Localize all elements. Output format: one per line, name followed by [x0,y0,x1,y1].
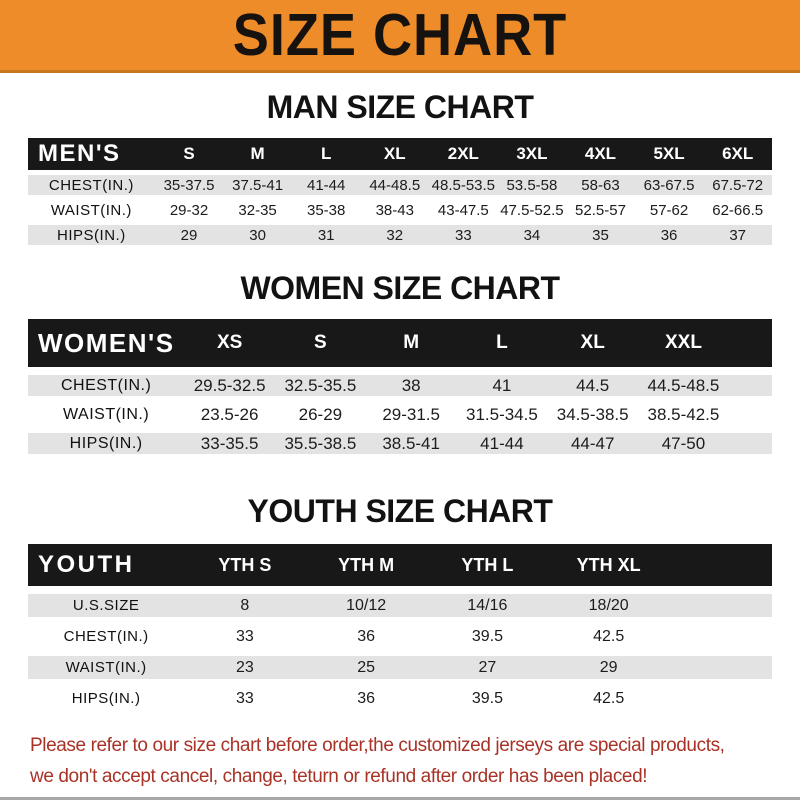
empty-cell [729,425,772,454]
row-label: HIPS(IN.) [28,220,155,245]
youth-ussize-cell: 8 [184,586,305,617]
youth-section-title: YOUTH SIZE CHART [247,493,553,529]
youth-corner-label: YOUTH [28,544,184,586]
youth-ussize-row [28,586,772,617]
youth-chest-row [28,617,772,648]
women-waist-row [28,396,772,425]
men-corner-label: MEN'S [28,138,155,170]
man-section-title: MAN SIZE CHART [266,89,534,125]
row-label: CHEST(IN.) [28,617,184,648]
men-chest-cell: 63-67.5 [635,170,704,195]
row-label: U.S.SIZE [28,586,184,617]
men-waist-cell: 38-43 [360,195,429,220]
row-label: CHEST(IN.) [28,170,155,195]
women-hips-cell: 33-35.5 [184,425,275,454]
youth-size-table [28,544,772,710]
footer-disclaimer-line1: Please refer to our size chart before order,the customized jerseys are special products, [30,735,725,756]
youth-hips-cell: 42.5 [548,679,669,710]
youth-waist-cell: 23 [184,648,305,679]
row-label: WAIST(IN.) [28,195,155,220]
men-chest-cell: 67.5-72 [703,170,772,195]
men-size-table [28,138,772,245]
men-chest-cell: 53.5-58 [498,170,567,195]
men-waist-cell: 32-35 [223,195,292,220]
empty-cell [729,367,772,396]
youth-ussize-cell: 14/16 [427,586,548,617]
men-waist-cell: 29-32 [155,195,224,220]
men-hips-cell: 34 [498,220,567,245]
men-hips-cell: 32 [360,220,429,245]
men-chest-cell: 41-44 [292,170,361,195]
women-col-header: XS [184,319,275,367]
men-waist-cell: 43-47.5 [429,195,498,220]
men-chest-cell: 48.5-53.5 [429,170,498,195]
women-col-header: M [366,319,457,367]
men-col-header: 2XL [429,138,498,170]
men-hips-row [28,220,772,245]
women-col-header: S [275,319,366,367]
footer-disclaimer-line2: we don't accept cancel, change, teturn or refund after order has been placed! [30,766,648,787]
women-chest-cell: 41 [457,367,548,396]
women-col-header: L [457,319,548,367]
men-hips-cell: 37 [703,220,772,245]
men-header-row [28,138,772,170]
men-col-header: 3XL [498,138,567,170]
women-waist-cell: 38.5-42.5 [638,396,729,425]
women-chest-cell: 44.5-48.5 [638,367,729,396]
men-hips-cell: 31 [292,220,361,245]
youth-hips-cell: 36 [306,679,427,710]
men-waist-cell: 62-66.5 [703,195,772,220]
women-section-title: WOMEN SIZE CHART [240,270,560,306]
men-hips-cell: 30 [223,220,292,245]
women-header-row [28,319,772,367]
youth-chest-cell: 33 [184,617,305,648]
youth-waist-cell: 29 [548,648,669,679]
women-waist-cell: 26-29 [275,396,366,425]
youth-col-header: YTH XL [548,544,669,586]
empty-cell [729,396,772,425]
youth-hips-cell: 33 [184,679,305,710]
men-col-header: 6XL [703,138,772,170]
empty-cell [729,319,772,367]
men-col-header: XL [360,138,429,170]
youth-chest-cell: 36 [306,617,427,648]
men-chest-cell: 37.5-41 [223,170,292,195]
size-chart-banner [0,0,800,73]
empty-cell [669,544,772,586]
women-chest-cell: 38 [366,367,457,396]
row-label: WAIST(IN.) [28,396,184,425]
women-waist-cell: 31.5-34.5 [457,396,548,425]
men-waist-cell: 57-62 [635,195,704,220]
men-col-header: 5XL [635,138,704,170]
men-chest-row [28,170,772,195]
women-col-header: XL [547,319,638,367]
men-waist-row [28,195,772,220]
women-hips-row [28,425,772,454]
women-waist-cell: 29-31.5 [366,396,457,425]
men-col-header: 4XL [566,138,635,170]
row-label: CHEST(IN.) [28,367,184,396]
women-hips-cell: 41-44 [457,425,548,454]
youth-waist-row [28,648,772,679]
women-corner-label: WOMEN'S [28,319,184,367]
men-col-header: M [223,138,292,170]
women-chest-cell: 29.5-32.5 [184,367,275,396]
row-label: WAIST(IN.) [28,648,184,679]
youth-col-header: YTH L [427,544,548,586]
men-hips-cell: 33 [429,220,498,245]
youth-waist-cell: 25 [306,648,427,679]
women-hips-cell: 44-47 [547,425,638,454]
women-chest-cell: 32.5-35.5 [275,367,366,396]
men-hips-cell: 29 [155,220,224,245]
youth-chest-cell: 42.5 [548,617,669,648]
men-waist-cell: 52.5-57 [566,195,635,220]
men-hips-cell: 35 [566,220,635,245]
men-chest-cell: 35-37.5 [155,170,224,195]
women-waist-cell: 23.5-26 [184,396,275,425]
banner-title: SIZE CHART [232,1,568,69]
youth-hips-row [28,679,772,710]
women-hips-cell: 47-50 [638,425,729,454]
empty-cell [669,648,772,679]
youth-ussize-cell: 18/20 [548,586,669,617]
women-hips-cell: 35.5-38.5 [275,425,366,454]
men-col-header: L [292,138,361,170]
row-label: HIPS(IN.) [28,679,184,710]
women-size-table [28,319,772,454]
youth-waist-cell: 27 [427,648,548,679]
women-waist-cell: 34.5-38.5 [547,396,638,425]
empty-cell [669,617,772,648]
men-chest-cell: 58-63 [566,170,635,195]
youth-header-row [28,544,772,586]
empty-cell [669,679,772,710]
women-chest-row [28,367,772,396]
men-waist-cell: 35-38 [292,195,361,220]
footer-disclaimer [30,730,780,792]
youth-col-header: YTH S [184,544,305,586]
empty-cell [669,586,772,617]
youth-col-header: YTH M [306,544,427,586]
women-hips-cell: 38.5-41 [366,425,457,454]
men-hips-cell: 36 [635,220,704,245]
women-col-header: XXL [638,319,729,367]
men-col-header: S [155,138,224,170]
youth-chest-cell: 39.5 [427,617,548,648]
men-waist-cell: 47.5-52.5 [498,195,567,220]
youth-ussize-cell: 10/12 [306,586,427,617]
women-chest-cell: 44.5 [547,367,638,396]
row-label: HIPS(IN.) [28,425,184,454]
youth-hips-cell: 39.5 [427,679,548,710]
men-chest-cell: 44-48.5 [360,170,429,195]
